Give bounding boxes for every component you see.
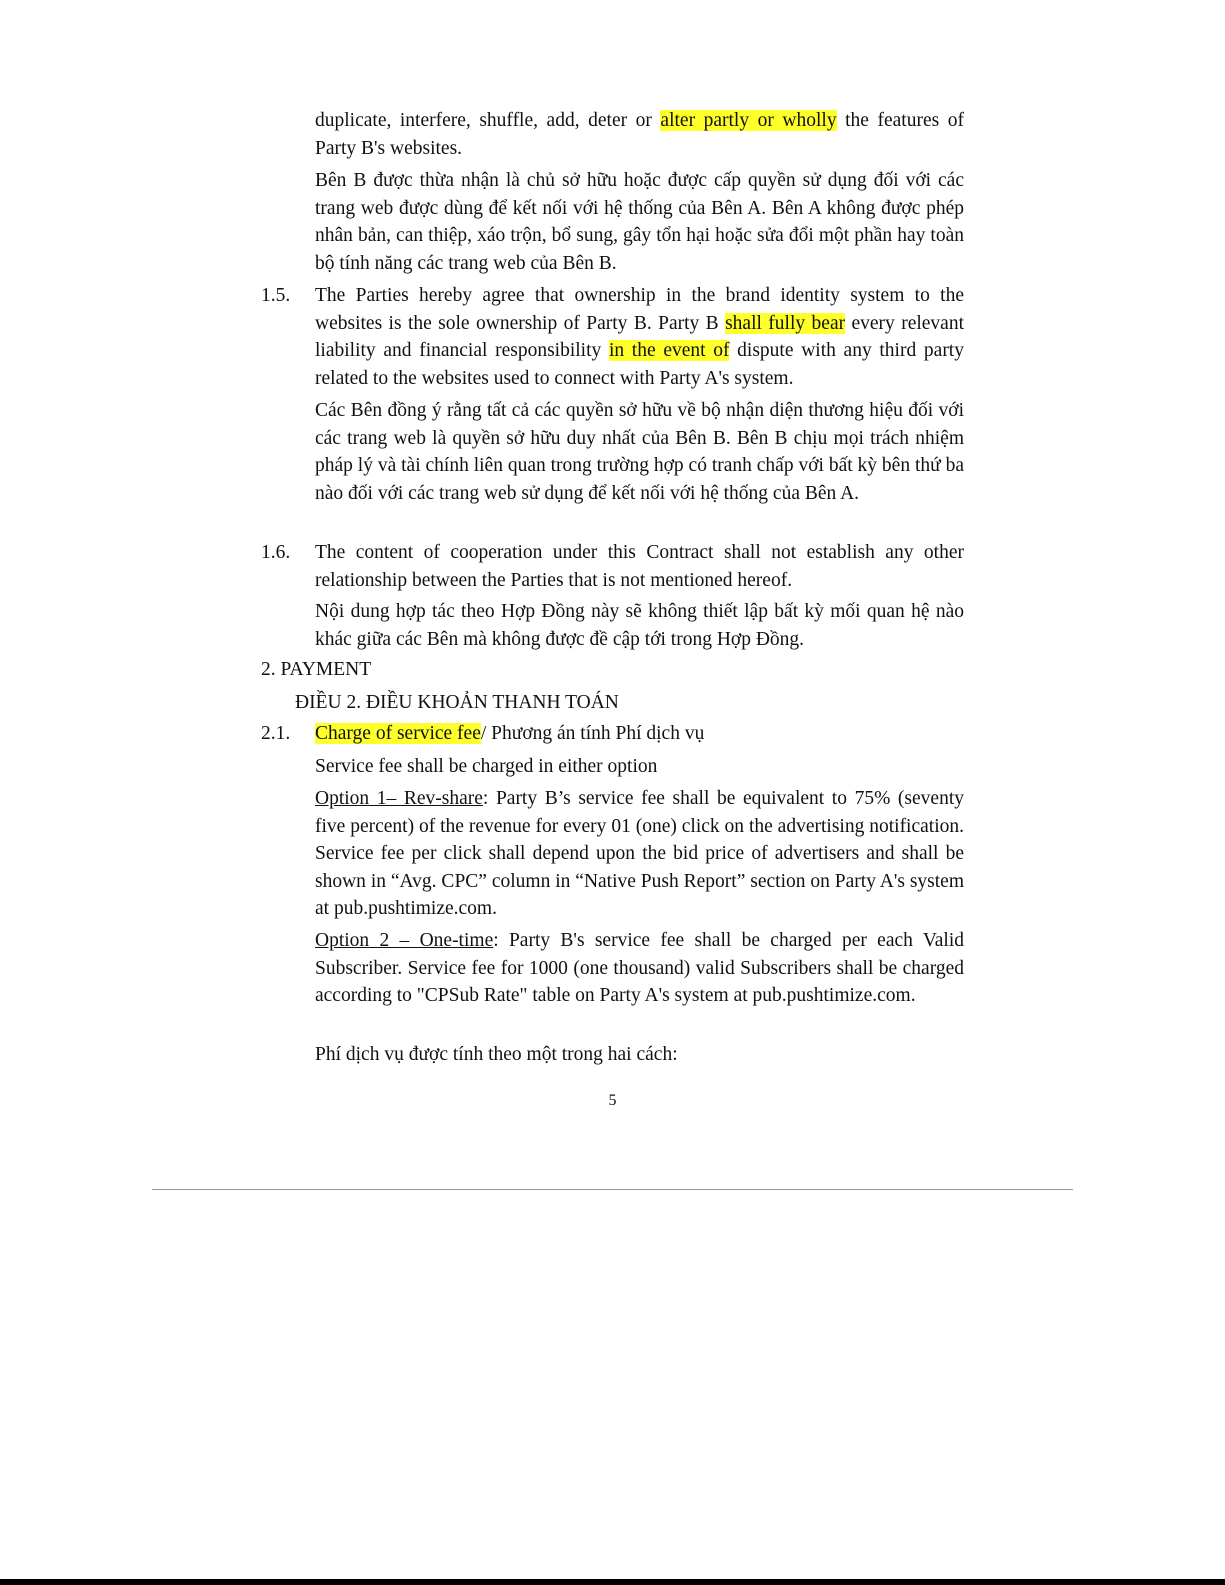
service-fee-vi-intro: Phí dịch vụ được tính theo một trong hai cách: [315,1044,678,1065]
text-run: the features of Party B's websites. [315,110,964,159]
highlight-text: shall fully bear [725,312,846,334]
section-1-5-en [315,282,964,392]
text-run: : Party B’s service fee shall be equivalent to 75% (seventy five percent) of the revenue for every 01 (one) click on the advertising notification. Service fee per click shall depend upon the bid price of advertisers and shall be shown in “Avg. CPC” column in “Native Push Report” section on Party A's system at pub.pushtimize.com. [315,788,964,919]
text-run: dispute with any third party related to the websites used to connect with Party A's system. [315,340,964,389]
highlight-text: in the event of [608,340,730,361]
text-run: : Party B's service fee shall be charged per each Valid Subscriber. Service fee for 1000 (one thousand) valid Subscribers shall be charged according to "CPSub Rate" table on Party A's system at pub.pushtimize.com. [315,930,964,1006]
page-number: 5 [608,1092,617,1109]
section-1-6-en: The content of cooperation under this Contract shall not establish any other relationship between the Parties that is not mentioned hereof. [315,542,964,591]
option-2-paragraph [315,927,964,1010]
bottom-border [0,1579,1225,1585]
option-1-paragraph [315,785,964,923]
service-fee-intro: Service fee shall be charged in either option [315,756,658,777]
page-divider [152,1189,1073,1190]
section-1-5-number: 1.5. [261,285,291,306]
paragraph-1-en [315,107,964,162]
text-run: duplicate, interfere, shuffle, add, deter or [315,110,661,131]
highlight-text: alter partly or wholly [660,110,837,131]
section-2-1-title [315,720,964,748]
section-1-5-vi: Các Bên đồng ý rằng tất cả các quyền sở hữu về bộ nhận diện thương hiệu đối với các trang web là quyền sở hữu duy nhất của Bên B. Bên B chịu mọi trách nhiệm pháp lý và tài chính liên quan trong trường hợp có tranh chấp với bất kỳ bên thứ ba nào đối với các trang web sử dụng để kết nối với hệ thống của Bên A. [315,400,964,504]
section-2-1-number: 2.1. [261,723,291,744]
highlight-text: Charge of service fee [315,723,481,744]
option-2-label: Option 2 – One-time [315,930,494,951]
text-run: every relevant liability and financial responsibility [315,312,964,361]
option-1-label: Option 1– Rev-share [315,788,483,809]
text-run: The Parties hereby agree that ownership in the brand identity system to the websites is the sole ownership of Party B. Party B [315,285,964,334]
paragraph-1-vi: Bên B được thừa nhận là chủ sở hữu hoặc được cấp quyền sử dụng đối với các trang web được dùng để kết nối với hệ thống của Bên A. Bên A không được phép nhân bản, can thiệp, xáo trộn, bổ sung, gây tổn hại hoặc sửa đổi một phần hay toàn bộ tính năng các trang web của Bên B. [315,170,964,274]
section-2-heading-en: 2. PAYMENT [261,659,372,680]
section-2-heading-vi: ĐIỀU 2. ĐIỀU KHOẢN THANH TOÁN [295,692,619,713]
text-run: / Phương án tính Phí dịch vụ [480,723,705,744]
section-1-6-vi: Nội dung hợp tác theo Hợp Đồng này sẽ không thiết lập bất kỳ mối quan hệ nào khác giữa các Bên mà không được đề cập tới trong Hợp Đồng. [315,601,964,650]
section-1-6-number: 1.6. [261,542,291,563]
